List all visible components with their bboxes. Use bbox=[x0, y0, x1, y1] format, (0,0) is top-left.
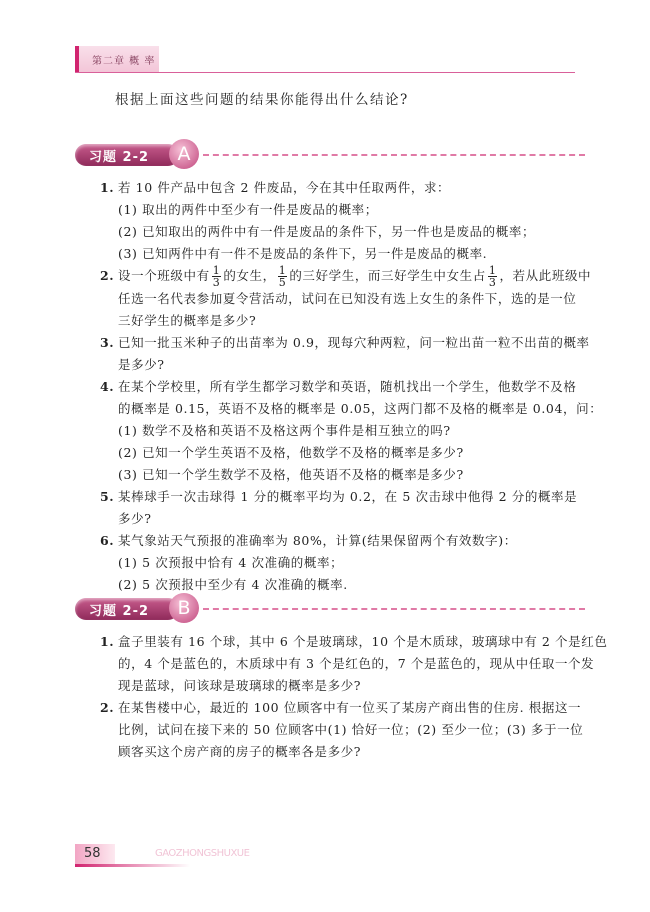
item-text-line: 盒子里装有 16 个球，其中 6 个是玻璃球，10 个是木质球，玻璃球中有 2 个是红色 bbox=[118, 634, 608, 649]
exercise-item bbox=[100, 177, 590, 265]
item-number: 1. bbox=[100, 180, 115, 195]
fraction bbox=[488, 265, 498, 288]
exercise-item bbox=[100, 631, 608, 697]
badge-b: B bbox=[169, 593, 199, 623]
exercise-item bbox=[100, 376, 603, 486]
banner-pill bbox=[75, 598, 179, 620]
sub-question: (3) 已知一个学生数学不及格，他英语不及格的概率是多少? bbox=[118, 467, 464, 482]
item-text-line: 已知一批玉米种子的出苗率为 0.9，现每穴种两粒，问一粒出苗一粒不出苗的概率 bbox=[118, 335, 590, 350]
item-number: 1. bbox=[100, 634, 115, 649]
dashed-divider bbox=[203, 608, 585, 610]
page-number-box bbox=[75, 844, 115, 864]
exercise-banner-a bbox=[75, 142, 585, 168]
text-segment: 的三好学生，而三好学生中女生占 bbox=[289, 268, 486, 283]
chapter-title: 第二章 概 率 bbox=[92, 56, 156, 67]
numerator: 1 bbox=[488, 264, 497, 277]
sub-question: (2) 已知一个学生英语不及格，他数学不及格的概率是多少? bbox=[118, 445, 464, 460]
footer-rule bbox=[75, 864, 190, 867]
item-number: 2. bbox=[100, 700, 115, 715]
item-text-line: 三好学生的概率是多少? bbox=[118, 313, 257, 328]
sub-question: (3) 已知两件中有一件不是废品的条件下，另一件是废品的概率. bbox=[118, 246, 488, 261]
exercise-item bbox=[100, 486, 590, 530]
banner-label: 习题 2-2 bbox=[89, 150, 150, 165]
exercise-list-a bbox=[100, 177, 603, 596]
item-text-line: 现是蓝球，问该球是玻璃球的概率是多少? bbox=[118, 678, 362, 693]
item-text-line: 某气象站天气预报的准确率为 80%，计算(结果保留两个有效数字)： bbox=[118, 533, 517, 548]
sub-question: (2) 5 次预报中至少有 4 次准确的概率. bbox=[118, 577, 348, 592]
text-segment: ，若从此班级中 bbox=[499, 268, 592, 283]
exercise-item bbox=[100, 697, 590, 763]
sub-question: (2) 已知取出的两件中有一件是废品的条件下，另一件也是废品的概率； bbox=[118, 224, 536, 239]
dashed-divider bbox=[203, 154, 585, 156]
denominator: 5 bbox=[278, 276, 287, 289]
sub-question: (1) 数学不及格和英语不及格这两个事件是相互独立的吗? bbox=[118, 423, 451, 438]
footer-brand: GAOZHONGSHUXUE bbox=[155, 848, 250, 859]
item-text-line: 在某售楼中心，最近的 100 位顾客中有一位买了某房产商出售的住房. 根据这一 bbox=[118, 700, 582, 715]
item-text-line: 的，4 个是蓝色的，木质球中有 3 个是红色的，7 个是蓝色的，现从中任取一个发 bbox=[118, 656, 595, 671]
exercise-list-b bbox=[100, 631, 608, 763]
sub-question: (1) 5 次预报中恰有 4 次准确的概率； bbox=[118, 555, 344, 570]
item-text-line: 在某个学校里，所有学生都学习数学和英语，随机找出一个学生，他数学不及格 bbox=[118, 379, 577, 394]
item-text-line: 顾客买这个房产商的房子的概率各是多少? bbox=[118, 744, 362, 759]
item-text-line: 比例，试问在接下来的 50 位顾客中(1) 恰好一位；(2) 至少一位；(3) 多于一位 bbox=[118, 722, 584, 737]
page-footer bbox=[75, 844, 250, 866]
intro-question: 根据上面这些问题的结果你能得出什么结论? bbox=[115, 92, 409, 108]
item-text-line: 多少? bbox=[118, 511, 152, 526]
fraction bbox=[278, 265, 288, 288]
denominator: 3 bbox=[212, 276, 221, 289]
item-number: 2. bbox=[100, 268, 115, 283]
item-text-line: 某棒球手一次击球得 1 分的概率平均为 0.2，在 5 次击球中他得 2 分的概率是 bbox=[118, 489, 578, 504]
item-text-line: 的概率是 0.15，英语不及格的概率是 0.05，这两门都不及格的概率是 0.04，问： bbox=[118, 401, 603, 416]
banner-pill bbox=[75, 144, 179, 166]
exercise-item bbox=[100, 530, 590, 596]
item-text-line: 是多少? bbox=[118, 357, 165, 372]
chapter-header bbox=[75, 46, 575, 73]
item-text-line: 若 10 件产品中包含 2 件废品，今在其中任取两件，求： bbox=[118, 180, 451, 195]
chapter-tab bbox=[79, 46, 159, 72]
denominator: 3 bbox=[488, 276, 497, 289]
fraction bbox=[212, 265, 222, 288]
text-segment: 设一个班级中有 bbox=[118, 268, 210, 283]
item-line-with-fractions bbox=[118, 265, 590, 288]
exercise-banner-b bbox=[75, 596, 585, 622]
numerator: 1 bbox=[278, 264, 287, 277]
numerator: 1 bbox=[212, 264, 221, 277]
exercise-item bbox=[100, 332, 590, 376]
exercise-item bbox=[100, 265, 590, 332]
page-number: 58 bbox=[84, 846, 101, 861]
item-number: 3. bbox=[100, 335, 115, 350]
text-segment: 的女生， bbox=[223, 268, 276, 283]
banner-label: 习题 2-2 bbox=[89, 604, 150, 619]
sub-question: (1) 取出的两件中至少有一件是废品的概率； bbox=[118, 202, 378, 217]
badge-a: A bbox=[169, 139, 199, 169]
item-number: 6. bbox=[100, 533, 115, 548]
item-number: 5. bbox=[100, 489, 115, 504]
item-text-line: 任选一名代表参加夏令营活动，试问在已知没有选上女生的条件下，选的是一位 bbox=[118, 291, 577, 306]
item-number: 4. bbox=[100, 379, 115, 394]
